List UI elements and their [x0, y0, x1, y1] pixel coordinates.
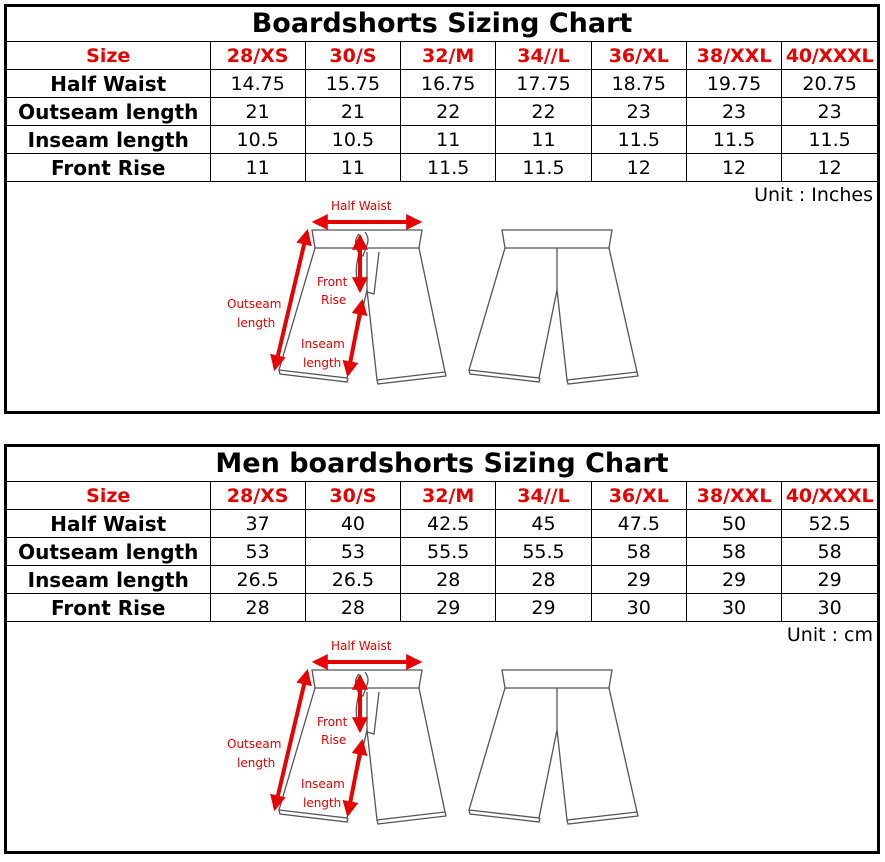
measurement-cell: 11.5 [782, 126, 877, 154]
measurement-cell: 11 [210, 154, 305, 182]
back-shorts-drawing [469, 670, 638, 824]
outseam-label-2: length [237, 316, 276, 330]
table-row [7, 98, 877, 126]
size-header-cell: 34//L [496, 42, 591, 70]
measurement-cell: 47.5 [591, 510, 686, 538]
chart-title: Men boardshorts Sizing Chart [7, 447, 877, 482]
measurement-cell: 12 [686, 154, 781, 182]
table-row [7, 70, 877, 98]
size-header-cell: 40/XXXL [782, 482, 877, 510]
front-rise-label-2: Rise [321, 293, 347, 307]
shorts-diagram [207, 622, 667, 858]
half-waist-label: Half Waist [331, 199, 392, 213]
size-header-cell: 30/S [305, 42, 400, 70]
size-table [7, 482, 877, 622]
size-header-cell: 38/XXL [686, 482, 781, 510]
measurement-cell: 29 [401, 594, 496, 622]
sizing-chart-cm [4, 444, 880, 854]
size-header-cell: 32/M [401, 42, 496, 70]
row-label: Half Waist [7, 510, 210, 538]
measurement-cell: 30 [591, 594, 686, 622]
measurement-arrows [275, 662, 419, 814]
size-header-label: Size [7, 42, 210, 70]
measurement-cell: 52.5 [782, 510, 877, 538]
size-header-cell: 36/XL [591, 42, 686, 70]
measurement-cell: 22 [401, 98, 496, 126]
measurement-cell: 29 [686, 566, 781, 594]
measurement-cell: 11.5 [496, 154, 591, 182]
measurement-cell: 21 [210, 98, 305, 126]
measurement-cell: 58 [686, 538, 781, 566]
measurement-cell: 28 [401, 566, 496, 594]
measurement-cell: 23 [686, 98, 781, 126]
measurement-cell: 19.75 [686, 70, 781, 98]
measurement-cell: 23 [782, 98, 877, 126]
table-row [7, 538, 877, 566]
measurement-cell: 53 [210, 538, 305, 566]
front-rise-label-2: Rise [321, 733, 347, 747]
measurement-cell: 12 [782, 154, 877, 182]
measurement-cell: 29 [591, 566, 686, 594]
size-header-cell: 28/XS [210, 42, 305, 70]
measurement-cell: 12 [591, 154, 686, 182]
inseam-label-2: length [303, 796, 342, 810]
measurement-cell: 15.75 [305, 70, 400, 98]
unit-label: Unit : Inches [754, 184, 873, 206]
inseam-arrow [348, 742, 362, 814]
size-header-cell: 34//L [496, 482, 591, 510]
measurement-cell: 11.5 [401, 154, 496, 182]
measurement-cell: 29 [782, 566, 877, 594]
measurement-cell: 10.5 [210, 126, 305, 154]
measurement-cell: 11.5 [686, 126, 781, 154]
row-label: Inseam length [7, 566, 210, 594]
measurement-cell: 11 [401, 126, 496, 154]
outseam-label-2: length [237, 756, 276, 770]
size-header-cell: 36/XL [591, 482, 686, 510]
measurement-arrows [275, 222, 419, 374]
diagram-area [7, 622, 877, 858]
measurement-cell: 50 [686, 510, 781, 538]
inseam-label-1: Inseam [301, 777, 345, 791]
measurement-cell: 28 [210, 594, 305, 622]
outseam-label-1: Outseam [227, 297, 282, 311]
front-rise-label-1: Front [317, 275, 348, 289]
row-label: Outseam length [7, 538, 210, 566]
size-header-cell: 28/XS [210, 482, 305, 510]
back-shorts-drawing [469, 230, 638, 384]
measurement-cell: 55.5 [401, 538, 496, 566]
measurement-cell: 20.75 [782, 70, 877, 98]
measurement-cell: 40 [305, 510, 400, 538]
row-label: Front Rise [7, 594, 210, 622]
measurement-cell: 23 [591, 98, 686, 126]
row-label: Front Rise [7, 154, 210, 182]
measurement-cell: 53 [305, 538, 400, 566]
diagram-area [7, 182, 877, 418]
shorts-diagram-container [207, 182, 667, 418]
measurement-cell: 21 [305, 98, 400, 126]
measurement-cell: 28 [305, 594, 400, 622]
table-row [7, 154, 877, 182]
outseam-label-1: Outseam [227, 737, 282, 751]
measurement-cell: 26.5 [305, 566, 400, 594]
inseam-label-2: length [303, 356, 342, 370]
measurement-cell: 28 [496, 566, 591, 594]
size-header-cell: 30/S [305, 482, 400, 510]
table-row [7, 510, 877, 538]
measurement-cell: 37 [210, 510, 305, 538]
shorts-diagram [207, 182, 667, 418]
measurement-cell: 45 [496, 510, 591, 538]
sizing-chart-inches [4, 4, 880, 414]
measurement-cell: 30 [686, 594, 781, 622]
size-header-cell: 40/XXXL [782, 42, 877, 70]
inseam-label-1: Inseam [301, 337, 345, 351]
size-header-label: Size [7, 482, 210, 510]
chart-title: Boardshorts Sizing Chart [7, 7, 877, 42]
table-row [7, 566, 877, 594]
measurement-cell: 26.5 [210, 566, 305, 594]
front-rise-label-1: Front [317, 715, 348, 729]
measurement-cell: 22 [496, 98, 591, 126]
row-label: Half Waist [7, 70, 210, 98]
measurement-cell: 11.5 [591, 126, 686, 154]
measurement-cell: 29 [496, 594, 591, 622]
measurement-cell: 10.5 [305, 126, 400, 154]
measurement-cell: 58 [591, 538, 686, 566]
measurement-cell: 58 [782, 538, 877, 566]
table-row [7, 126, 877, 154]
measurement-cell: 18.75 [591, 70, 686, 98]
measurement-cell: 16.75 [401, 70, 496, 98]
shorts-diagram-container [207, 622, 667, 858]
measurement-cell: 17.75 [496, 70, 591, 98]
size-table [7, 42, 877, 182]
measurement-cell: 14.75 [210, 70, 305, 98]
row-label: Outseam length [7, 98, 210, 126]
inseam-arrow [348, 302, 362, 374]
measurement-cell: 11 [305, 154, 400, 182]
half-waist-label: Half Waist [331, 639, 392, 653]
size-header-cell: 32/M [401, 482, 496, 510]
unit-label: Unit : cm [786, 624, 873, 646]
measurement-cell: 42.5 [401, 510, 496, 538]
size-header-cell: 38/XXL [686, 42, 781, 70]
measurement-cell: 55.5 [496, 538, 591, 566]
measurement-cell: 30 [782, 594, 877, 622]
size-header-row [7, 42, 877, 70]
size-header-row [7, 482, 877, 510]
table-row [7, 594, 877, 622]
row-label: Inseam length [7, 126, 210, 154]
measurement-cell: 11 [496, 126, 591, 154]
